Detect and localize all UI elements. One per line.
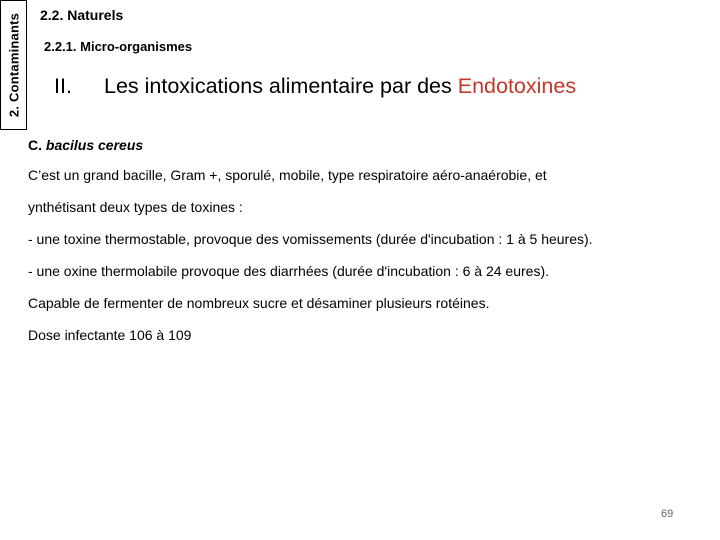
species-prefix: C. (28, 137, 46, 153)
paragraph: - une oxine thermolabile provoque des diarrhées (durée d'incubation : 6 à 24 eures). (28, 263, 549, 279)
side-tab-label: 2. Contaminants (6, 12, 21, 118)
heading-number: II. (54, 74, 72, 98)
page-number: 69 (661, 508, 674, 520)
paragraph: C’est un grand bacille, Gram +, sporulé, mobile, type respiratoire aéro-anaérobie, et (28, 167, 547, 183)
heading-text: Les intoxications alimentaire par des (104, 74, 458, 98)
species-name (28, 136, 716, 154)
paragraph: - une toxine thermostable, provoque des vomissements (durée d'incubation : 1 à 5 heures). (28, 231, 593, 247)
heading-highlight: Endotoxines (457, 74, 577, 98)
slide-body (28, 136, 716, 358)
slide-heading (54, 74, 576, 99)
subsection-title: 2.2.1. Micro-organismes (44, 39, 193, 54)
paragraph: ynthétisant deux types de toxines : (28, 199, 243, 215)
section-title: 2.2. Naturels (40, 7, 124, 23)
species-italic: bacilus cereus (45, 137, 144, 153)
paragraph: Capable de fermenter de nombreux sucre et désaminer plusieurs rotéines. (28, 295, 490, 311)
side-tab (0, 0, 27, 130)
paragraph: Dose infectante 106 à 109 (28, 327, 192, 343)
